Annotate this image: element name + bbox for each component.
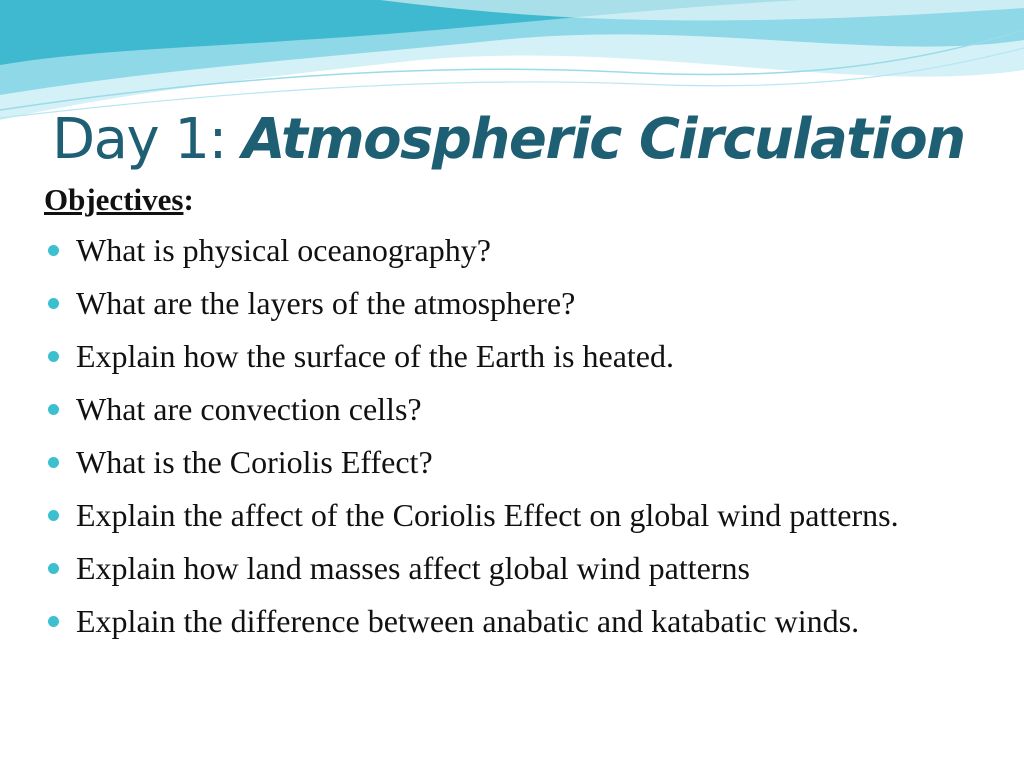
bullet-dot-icon bbox=[48, 298, 59, 309]
bullet-dot-icon bbox=[48, 616, 59, 627]
list-item-text: What is the Coriolis Effect? bbox=[76, 444, 433, 480]
bullet-dot-icon bbox=[48, 351, 59, 362]
list-item-text: What is physical oceanography? bbox=[76, 232, 491, 268]
list-item bbox=[44, 546, 984, 590]
bullet-dot-icon bbox=[48, 245, 59, 256]
list-item bbox=[44, 387, 984, 431]
title-plain: Day 1: bbox=[52, 107, 243, 172]
list-item bbox=[44, 440, 984, 484]
list-item-text: What are the layers of the atmosphere? bbox=[76, 285, 576, 321]
slide-content bbox=[44, 180, 984, 652]
bullet-dot-icon bbox=[48, 457, 59, 468]
list-item bbox=[44, 281, 984, 325]
objectives-heading bbox=[44, 180, 984, 220]
list-item bbox=[44, 493, 984, 537]
list-item-text: What are convection cells? bbox=[76, 391, 422, 427]
list-item bbox=[44, 599, 984, 643]
list-item-text: Explain how land masses affect global wind patterns bbox=[76, 550, 750, 586]
list-item-text: Explain the affect of the Coriolis Effect on global wind patterns. bbox=[76, 497, 899, 533]
title-emphasis: Atmospheric Circulation bbox=[242, 107, 965, 172]
bullet-dot-icon bbox=[48, 404, 59, 415]
objectives-list bbox=[44, 228, 984, 643]
list-item-text: Explain how the surface of the Earth is heated. bbox=[76, 338, 674, 374]
objectives-colon: : bbox=[183, 182, 194, 217]
objectives-label: Objectives bbox=[44, 182, 184, 217]
slide-title bbox=[52, 100, 965, 180]
list-item bbox=[44, 228, 984, 272]
list-item-text: Explain the difference between anabatic and katabatic winds. bbox=[76, 603, 860, 639]
bullet-dot-icon bbox=[48, 510, 59, 521]
list-item bbox=[44, 334, 984, 378]
bullet-dot-icon bbox=[48, 563, 59, 574]
